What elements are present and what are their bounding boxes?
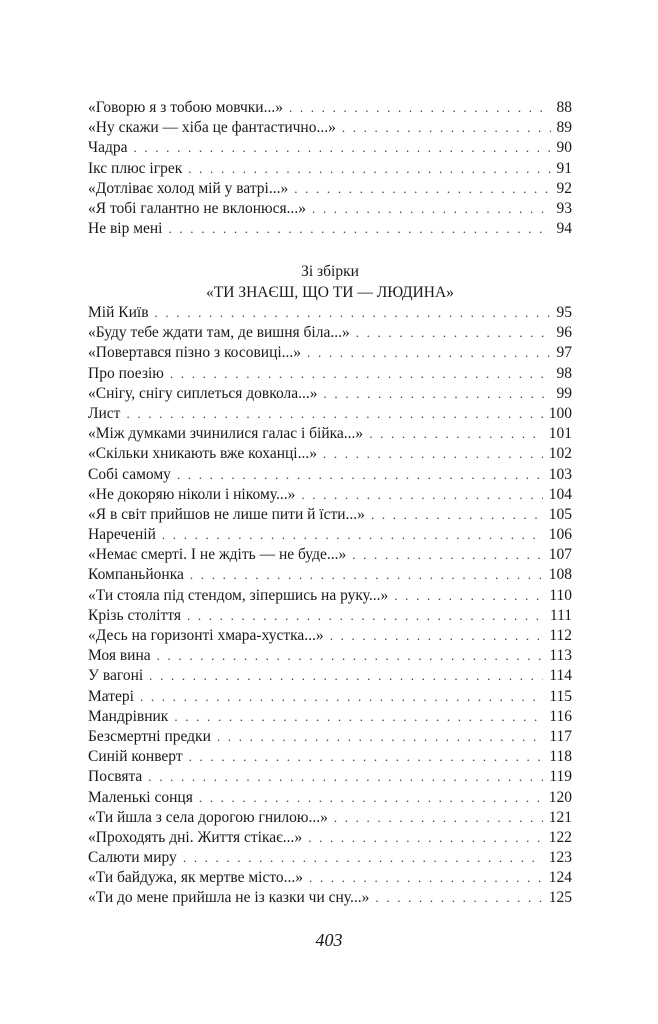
toc-entry — [88, 646, 572, 666]
toc-entry-title: Собі самому — [88, 465, 171, 483]
toc-entry-title: Мій Київ — [88, 304, 149, 321]
toc-entry-page: 100 — [548, 404, 572, 422]
toc-entry-title: Нареченій — [88, 526, 156, 544]
toc-entry — [88, 343, 572, 363]
toc-entry — [88, 788, 572, 808]
toc-entry-page: 125 — [548, 889, 572, 907]
toc-entry — [88, 138, 572, 158]
dot-leader — [294, 179, 550, 199]
toc-list-top — [88, 98, 572, 239]
dot-leader — [133, 138, 550, 158]
toc-entry-page: 112 — [549, 627, 572, 644]
toc-entry-title: «Між думками зчинилися галас і бійка...» — [88, 425, 364, 443]
toc-entry — [88, 707, 572, 727]
section-title: «ТИ ЗНАЄШ, ЩО ТИ — ЛЮДИНА» — [206, 283, 454, 301]
toc-entry-title: Чадра — [88, 139, 128, 157]
dot-leader — [187, 606, 544, 626]
dot-leader — [217, 727, 543, 747]
toc-entry — [88, 444, 572, 464]
toc-entry-page: 105 — [548, 505, 572, 523]
toc-entry — [88, 199, 572, 219]
toc-entry — [88, 505, 572, 525]
toc-entry — [88, 626, 572, 646]
section-heading — [88, 262, 572, 303]
toc-entry-title: «Дотліває холод мій у ватрі...» — [88, 179, 289, 197]
toc-entry-page: 111 — [549, 606, 572, 624]
toc-list-section — [88, 303, 572, 909]
toc-entry — [88, 424, 572, 444]
toc-entry-title: «Я в світ прийшов не лише пити й їсти...» — [88, 505, 365, 523]
toc-entry-title: Крізь століття — [88, 606, 181, 624]
toc-entry-title: «Скільки хникають вже коханці...» — [88, 445, 317, 463]
dot-leader — [307, 343, 550, 363]
dot-leader — [157, 646, 544, 666]
dot-leader — [369, 424, 543, 444]
dot-leader — [189, 747, 544, 767]
toc-entry-title: «Повертався пізно з косовиці...» — [88, 344, 302, 362]
dot-leader — [308, 828, 543, 848]
toc-entry-page: 89 — [556, 119, 572, 137]
toc-entry-page: 119 — [549, 768, 572, 786]
toc-entry — [88, 828, 572, 848]
toc-entry-title: Про поезію — [88, 364, 164, 382]
toc-entry-page: 97 — [556, 344, 572, 362]
toc-entry-title: У вагоні — [88, 667, 144, 685]
toc-entry — [88, 219, 572, 239]
toc-entry-title: «Ну скажи — хіба це фантастично...» — [88, 119, 336, 137]
toc-entry — [88, 666, 572, 686]
toc-entry-title: «Не докоряю ніколи і нікому...» — [88, 485, 296, 503]
toc-entry — [88, 888, 572, 908]
toc-entry-page: 115 — [549, 687, 572, 705]
dot-leader — [301, 485, 542, 505]
toc-entry — [88, 364, 572, 384]
dot-leader — [375, 888, 542, 908]
toc-entry-page: 98 — [556, 364, 572, 382]
toc-entry-page: 106 — [548, 526, 572, 544]
dot-leader — [170, 364, 551, 384]
toc-entry-title: «Немає смерті. І не ждіть — не буде...» — [88, 546, 347, 564]
toc-entry — [88, 159, 572, 179]
toc-entry-title: «Ти йшла з села дорогою гнилою...» — [88, 808, 328, 826]
toc-entry — [88, 323, 572, 343]
section-subtitle: Зі збірки — [301, 263, 359, 280]
dot-leader — [330, 626, 544, 646]
toc-entry-page: 121 — [548, 808, 572, 826]
dot-leader — [371, 505, 543, 525]
toc-entry-title: «Говорю я з тобою мовчки...» — [88, 99, 283, 116]
dot-leader — [352, 545, 543, 565]
dot-leader — [177, 465, 543, 485]
dot-leader — [323, 444, 543, 464]
toc-entry-page: 116 — [549, 707, 572, 725]
toc-entry-page: 91 — [556, 159, 572, 177]
toc-entry — [88, 384, 572, 404]
toc-entry-page: 113 — [549, 647, 572, 665]
toc-entry — [88, 868, 572, 888]
toc-entry — [88, 747, 572, 767]
toc-entry-title: Мандрівник — [88, 707, 169, 725]
toc-entry-page: 88 — [556, 99, 572, 116]
dot-leader — [309, 868, 543, 888]
dot-leader — [169, 219, 551, 239]
toc-entry-title: Посвята — [88, 768, 143, 786]
dot-leader — [183, 848, 543, 868]
toc-entry-title: Синій конверт — [88, 748, 183, 766]
toc-entry-title: Моя вина — [88, 647, 151, 665]
toc-entry — [88, 404, 572, 424]
toc-entry-title: Салюти миру — [88, 849, 177, 867]
toc-entry — [88, 118, 572, 138]
dot-leader — [190, 565, 543, 585]
dot-leader — [155, 303, 551, 323]
toc-entry-page: 114 — [549, 667, 572, 685]
toc-entry-page: 104 — [548, 485, 572, 503]
toc-entry — [88, 565, 572, 585]
dot-leader — [149, 666, 543, 686]
toc-entry-page: 95 — [556, 304, 572, 321]
toc-entry — [88, 303, 572, 323]
dot-leader — [356, 323, 551, 343]
toc-entry — [88, 98, 572, 118]
toc-entry-page: 124 — [548, 869, 572, 887]
dot-leader — [324, 384, 551, 404]
dot-leader — [312, 199, 551, 219]
toc-entry-page: 118 — [549, 748, 572, 766]
toc-entry-page: 93 — [556, 199, 572, 217]
toc-entry — [88, 179, 572, 199]
dot-leader — [342, 118, 551, 138]
toc-entry-title: «Десь на горизонті хмара-хустка...» — [88, 627, 324, 644]
toc-entry — [88, 485, 572, 505]
toc-entry-page: 94 — [556, 220, 572, 238]
toc-entry-title: Матері — [88, 687, 134, 705]
toc-entry-title: «Буду тебе ждати там, де вишня біла...» — [88, 324, 350, 342]
toc-entry-title: «Я тобі галантно не вклонюся...» — [88, 199, 306, 217]
toc-entry — [88, 525, 572, 545]
toc-entry-title: «Снігу, снігу сиплеться довкола...» — [88, 384, 318, 402]
toc-entry-title: «Ти стояла під стендом, зіпершись на руку...» — [88, 586, 389, 604]
toc-entry — [88, 767, 572, 787]
dot-leader — [394, 586, 543, 606]
toc-entry-page: 102 — [548, 445, 572, 463]
toc-entry — [88, 545, 572, 565]
toc-entry-title: Лист — [88, 404, 121, 422]
toc-entry-title: «Ти байдужа, як мертве місто...» — [88, 869, 304, 887]
toc-entry — [88, 465, 572, 485]
dot-leader — [289, 98, 551, 118]
toc-entry — [88, 727, 572, 747]
dot-leader — [188, 159, 550, 179]
page-number: 403 — [315, 930, 343, 950]
toc-entry-title: Ікс плюс ігрек — [88, 159, 183, 177]
dot-leader — [126, 404, 542, 424]
toc-entry-title: Маленькі сонця — [88, 788, 193, 806]
dot-leader — [199, 788, 543, 808]
dot-leader — [162, 525, 543, 545]
dot-leader — [334, 808, 543, 828]
toc-entry-title: «Проходять дні. Життя стікає...» — [88, 828, 303, 846]
toc-entry-title: Безсмертні предки — [88, 727, 211, 745]
dot-leader — [140, 687, 543, 707]
toc-entry-page: 110 — [549, 586, 572, 604]
toc-entry — [88, 586, 572, 606]
toc-entry-page: 123 — [548, 849, 572, 867]
toc-entry-page: 117 — [549, 727, 572, 745]
toc-entry-page: 99 — [556, 384, 572, 402]
toc-entry-page: 101 — [548, 425, 572, 443]
toc-entry-page: 90 — [556, 139, 572, 157]
toc-entry — [88, 808, 572, 828]
toc-entry — [88, 606, 572, 626]
toc-entry — [88, 848, 572, 868]
toc-entry-page: 96 — [556, 324, 572, 342]
toc-entry-title: Компаньйонка — [88, 566, 184, 584]
toc-entry-page: 107 — [548, 546, 572, 564]
toc-entry-page: 103 — [548, 465, 572, 483]
toc-entry-page: 120 — [548, 788, 572, 806]
toc-entry-page: 108 — [548, 566, 572, 584]
toc-entry-title: Не вір мені — [88, 220, 163, 238]
toc-entry — [88, 687, 572, 707]
toc-entry-title: «Ти до мене прийшла не із казки чи сну...» — [88, 889, 370, 907]
dot-leader — [148, 767, 543, 787]
toc-entry-page: 122 — [548, 828, 572, 846]
dot-leader — [174, 707, 543, 727]
toc-entry-page: 92 — [556, 179, 572, 197]
